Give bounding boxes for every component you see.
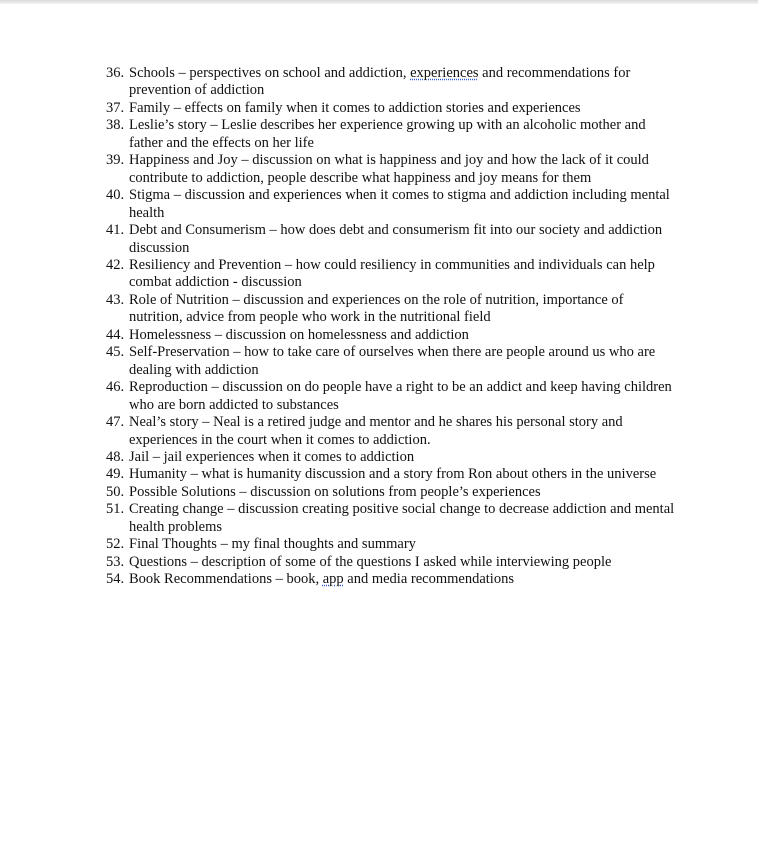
list-item-text: Questions – description of some of the questions I asked while interviewing people [129,553,612,570]
list-number: 39. [106,152,125,169]
list-item [0,449,758,466]
list-item [0,65,758,100]
list-number: 48. [106,448,125,465]
list-item [0,257,758,292]
list-number: 45. [106,344,125,361]
spellcheck-flagged-word[interactable]: app [322,571,344,588]
list-number: 50. [106,483,125,500]
list-number: 54. [106,571,125,588]
list-item-text-rest: and media recommendations [343,571,514,588]
table-of-contents-list [0,65,758,589]
list-item-text: Leslie’s story – Leslie describes her experience growing up with an alcoholic mother and father and the effects on her life [129,117,646,151]
list-item [0,501,758,536]
list-item [0,554,758,571]
window-top-edge [0,0,758,4]
list-item-text: Schools – perspectives on school and addiction, [129,65,411,81]
list-number: 44. [106,326,125,343]
list-number: 41. [106,222,125,239]
list-number: 51. [106,501,125,518]
list-item-text: Resiliency and Prevention – how could resiliency in communities and individuals can help combat addiction - discussion [129,256,655,291]
spellcheck-flagged-word[interactable]: experiences [410,65,479,81]
list-item-text: Self-Preservation – how to take care of ourselves when there are people around us who are dealing with addiction [129,344,656,378]
list-number: 38. [106,117,125,134]
list-item [0,484,758,501]
list-number: 40. [106,187,125,204]
list-item-text-rest: and recommendations for prevention of addiction [129,65,631,99]
list-number: 52. [106,536,125,553]
document-page [0,65,758,589]
list-number: 53. [106,553,125,570]
list-item-text: Reproduction – discussion on do people have a right to be an addict and keep having children who are born addicted to substances [129,379,672,413]
list-item-text: Possible Solutions – discussion on solutions from people’s experiences [129,483,541,500]
list-item [0,466,758,483]
list-number: 49. [106,466,125,483]
list-item-text: Stigma – discussion and experiences when it comes to stigma and addiction including mental health [129,187,670,221]
list-item-text: Creating change – discussion creating positive social change to decrease addiction and mental health problems [129,501,675,535]
list-item-text: Neal’s story – Neal is a retired judge and mentor and he shares his personal story and experiences in the court when it comes to addiction. [129,414,623,448]
list-item-text: Jail – jail experiences when it comes to addiction [129,448,415,465]
list-item [0,152,758,187]
list-item [0,327,758,344]
list-item [0,379,758,414]
list-number: 42. [106,256,125,273]
list-item-text: Homelessness – discussion on homelessness and addiction [129,326,469,343]
list-number: 36. [106,65,125,81]
list-number: 37. [106,99,125,116]
list-item-text: Family – effects on family when it comes to addiction stories and experiences [129,99,581,116]
list-item [0,536,758,553]
list-item-text: Role of Nutrition – discussion and experiences on the role of nutrition, importance of nutrition, advice from people who work in the nutritional field [129,291,624,326]
list-item-text: Happiness and Joy – discussion on what is happiness and joy and how the lack of it could contribute to addiction, people describe what happiness and joy means for them [129,152,649,186]
list-item [0,292,758,327]
list-number: 43. [106,291,125,308]
list-number: 47. [106,414,125,431]
list-number: 46. [106,379,125,396]
list-item [0,344,758,379]
list-item-text: Book Recommendations – book, [129,571,323,588]
list-item [0,414,758,449]
list-item [0,571,758,588]
list-item [0,187,758,222]
list-item-text: Humanity – what is humanity discussion and a story from Ron about others in the universe [129,466,657,483]
list-item-text: Final Thoughts – my final thoughts and summary [129,536,416,553]
list-item [0,100,758,117]
list-item-text: Debt and Consumerism – how does debt and consumerism fit into our society and addiction discussion [129,222,663,256]
list-item [0,222,758,257]
list-item [0,117,758,152]
